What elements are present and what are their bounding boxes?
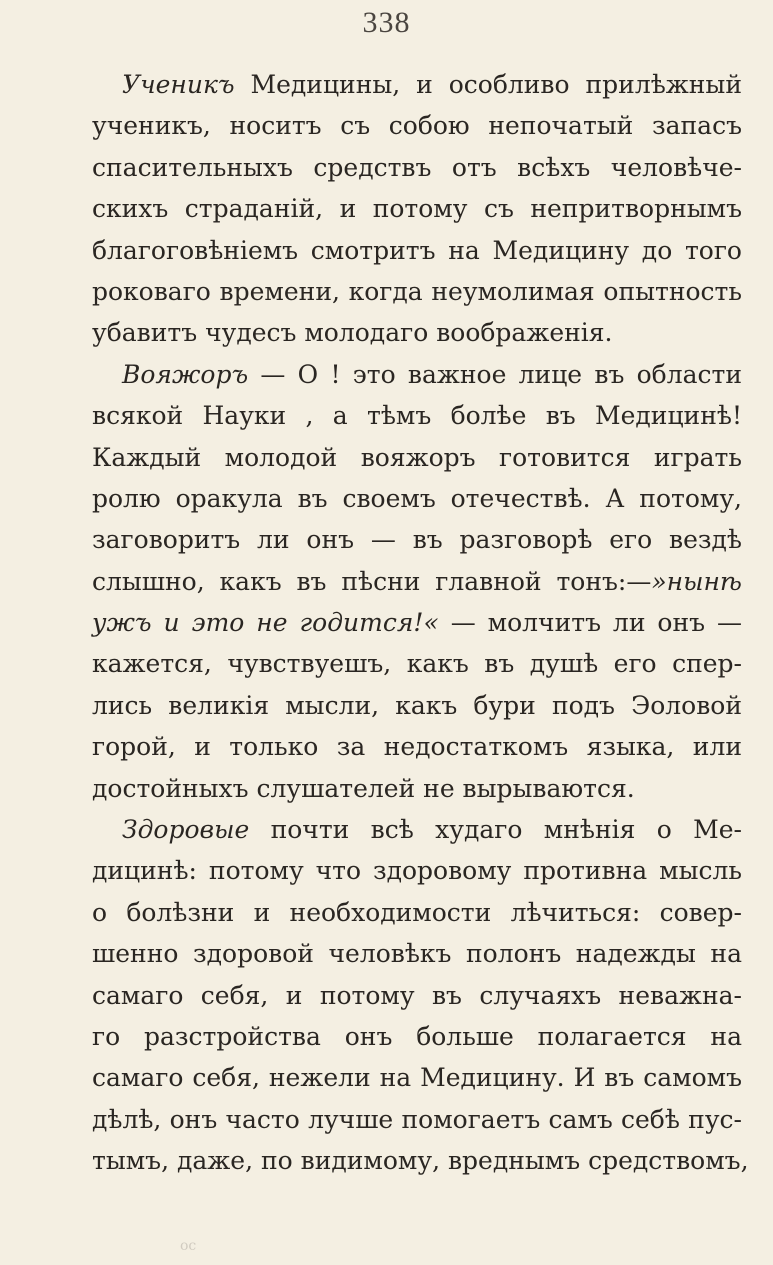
text-segment: ролю оракула въ своемъ отечествѣ. А потому, xyxy=(92,483,742,513)
text-segment: заговоритъ ли онъ — въ разговорѣ его вездѣ xyxy=(92,525,742,555)
italic-term: Здоровые xyxy=(122,815,250,845)
text-line xyxy=(92,354,742,395)
text-segment: самаго себя, нежели на Медицину. И въ самомъ xyxy=(92,1063,742,1093)
text-line xyxy=(92,602,742,643)
text-segment: роковаго времени, когда неумолимая опытность xyxy=(92,276,742,306)
italic-term: »нынѣ xyxy=(651,566,742,596)
text-segment: ученикъ, носитъ съ собою непочатый запасъ xyxy=(92,111,742,141)
text-segment: всякой Науки , а тѣмъ болѣе въ Медицинѣ! xyxy=(92,401,742,431)
text-segment: лись великія мысли, какъ бури подъ Эоловой xyxy=(92,690,742,720)
text-line xyxy=(92,850,742,891)
text-line xyxy=(92,561,742,602)
page-number: 338 xyxy=(362,6,411,39)
body-text xyxy=(92,64,749,1182)
text-segment: тымъ, даже, по видимому, вреднымъ средствомъ, xyxy=(92,1146,749,1176)
text-segment: горой, и только за недостаткомъ языка, или xyxy=(92,732,742,762)
text-line xyxy=(92,105,742,146)
text-segment: почти всѣ худаго мнѣнія о Ме- xyxy=(249,815,742,845)
text-segment: благоговѣніемъ смотритъ на Медицину до того xyxy=(92,235,742,265)
text-line xyxy=(92,685,742,726)
text-segment: Каждый молодой вояжоръ готовится играть xyxy=(92,442,742,472)
text-segment: скихъ страданій, и потому съ непритворнымъ xyxy=(92,194,742,224)
text-line xyxy=(92,478,742,519)
text-line xyxy=(92,1140,749,1181)
text-segment: дицинѣ: потому что здоровому противна мысль xyxy=(92,856,742,886)
italic-term: Вояжоръ xyxy=(122,359,249,389)
text-line xyxy=(92,809,742,850)
text-line xyxy=(92,519,742,560)
text-line xyxy=(92,975,742,1016)
text-line xyxy=(92,147,742,188)
text-segment: дѣлѣ, онъ часто лучше помогаетъ самъ себѣ пус- xyxy=(92,1104,742,1134)
text-line xyxy=(92,271,742,312)
text-line xyxy=(92,437,742,478)
text-line xyxy=(92,1016,742,1057)
text-segment: Медицины, и особливо прилѣжный xyxy=(234,70,742,99)
text-segment: го разстройства онъ больше полагается на xyxy=(92,1021,742,1051)
text-line xyxy=(92,892,742,933)
italic-term: ужъ и это не годится!« xyxy=(92,608,439,638)
text-line xyxy=(92,230,742,271)
text-line xyxy=(92,1057,742,1098)
text-segment: о болѣзни и необходимости лѣчиться: совер- xyxy=(92,897,742,927)
text-line xyxy=(92,726,742,767)
italic-term: Ученикъ xyxy=(122,70,235,99)
text-line xyxy=(92,312,742,353)
text-segment: достойныхъ слушателей не вырываются. xyxy=(92,773,635,803)
text-line xyxy=(92,768,742,809)
text-line xyxy=(92,188,742,229)
text-line xyxy=(92,64,742,105)
text-segment: слышно, какъ въ пѣсни главной тонъ:— xyxy=(92,566,652,596)
text-line xyxy=(92,933,742,974)
text-segment: убавитъ чудесъ молодаго воображенія. xyxy=(92,318,613,348)
text-line xyxy=(92,395,742,436)
bottom-mark: oc xyxy=(180,1238,197,1254)
text-segment: спасительныхъ средствъ отъ всѣхъ человѣче- xyxy=(92,152,742,182)
text-segment: — О ! это важное лице въ области xyxy=(248,359,742,389)
text-line xyxy=(92,643,742,684)
text-segment: самаго себя, и потому въ случаяхъ неважна- xyxy=(92,980,742,1010)
text-segment: — молчитъ ли онъ — xyxy=(438,608,743,638)
text-segment: кажется, чувствуешъ, какъ въ душѣ его спер- xyxy=(92,649,742,679)
text-line xyxy=(92,1099,742,1140)
text-segment: шенно здоровой человѣкъ полонъ надежды на xyxy=(92,939,742,969)
